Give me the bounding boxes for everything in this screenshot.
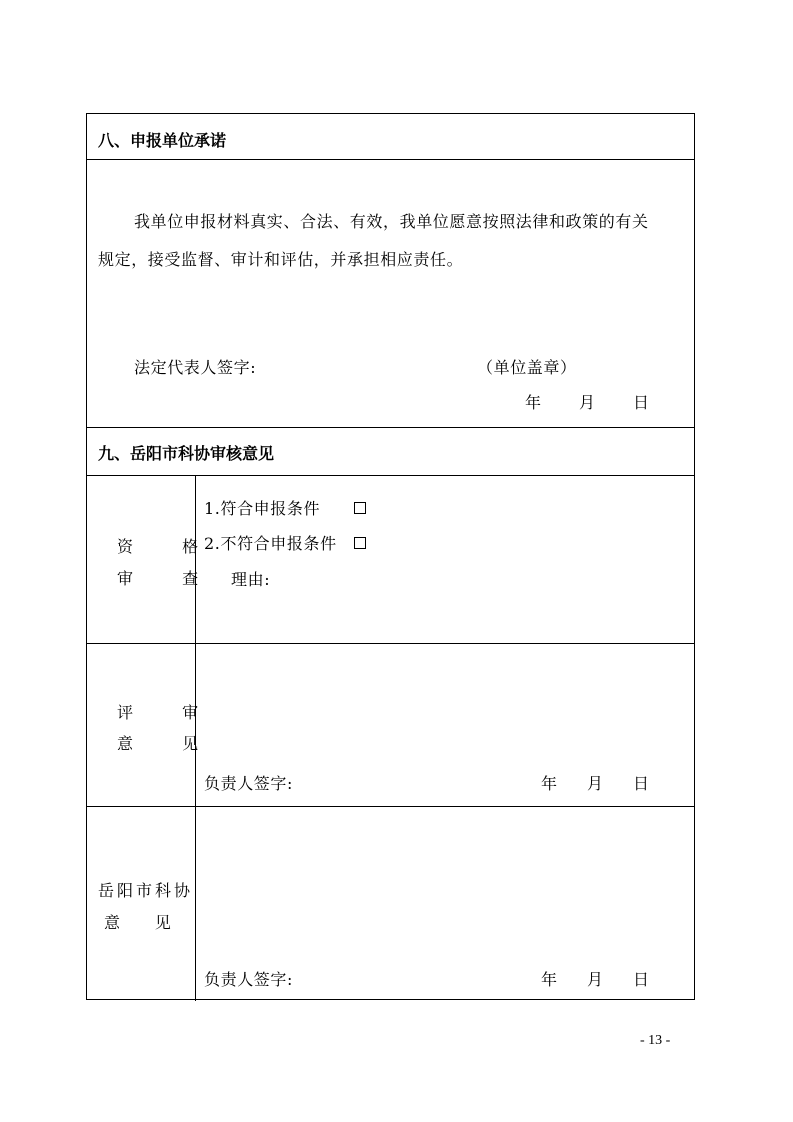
review-date-year: 年	[541, 774, 558, 793]
divider	[87, 427, 694, 428]
association-label-line2-text: 意 见	[104, 913, 172, 932]
option-unqualified-label: 2.不符合申报条件	[204, 534, 337, 553]
option-unqualified	[204, 534, 366, 554]
divider	[87, 159, 694, 160]
divider	[87, 475, 694, 476]
association-label-line2	[104, 913, 171, 933]
qualification-label-line2: 审 查	[117, 569, 221, 588]
review-date-day: 日	[633, 774, 650, 793]
section8-heading: 八、申报单位承诺	[98, 131, 227, 150]
option-qualified	[204, 499, 366, 519]
review-label-line2: 意 见	[117, 734, 221, 753]
rep-signature-label: 法定代表人签字:	[134, 358, 257, 377]
qualification-label-line1: 资 格	[117, 537, 221, 556]
page-number: - 13 -	[640, 1033, 671, 1048]
date-year: 年	[525, 393, 542, 412]
section9-heading: 九、岳阳市科协审核意见	[98, 444, 275, 463]
association-signature-label: 负责人签字:	[204, 970, 293, 989]
checkbox-icon[interactable]	[354, 502, 366, 514]
date-day: 日	[633, 393, 650, 412]
seal-label: （单位盖章）	[477, 358, 577, 377]
association-label-line1: 岳阳市科协	[98, 881, 194, 900]
form-table	[86, 113, 695, 1000]
review-label-line1: 评 审	[117, 703, 221, 722]
checkbox-icon[interactable]	[354, 537, 366, 549]
association-date-day: 日	[633, 970, 650, 989]
pledge-text-line1: 我单位申报材料真实、合法、有效，我单位愿意按照法律和政策的有关	[134, 212, 649, 231]
association-date-month: 月	[587, 970, 604, 989]
divider	[87, 643, 694, 644]
review-signature-label: 负责人签字:	[204, 774, 293, 793]
option-qualified-label: 1.符合申报条件	[204, 499, 321, 518]
association-date-year: 年	[541, 970, 558, 989]
review-date-month: 月	[587, 774, 604, 793]
pledge-text-line2: 规定，接受监督、审计和评估，并承担相应责任。	[98, 250, 464, 269]
date-month: 月	[579, 393, 596, 412]
divider	[87, 806, 694, 807]
reason-label: 理由:	[231, 570, 271, 589]
